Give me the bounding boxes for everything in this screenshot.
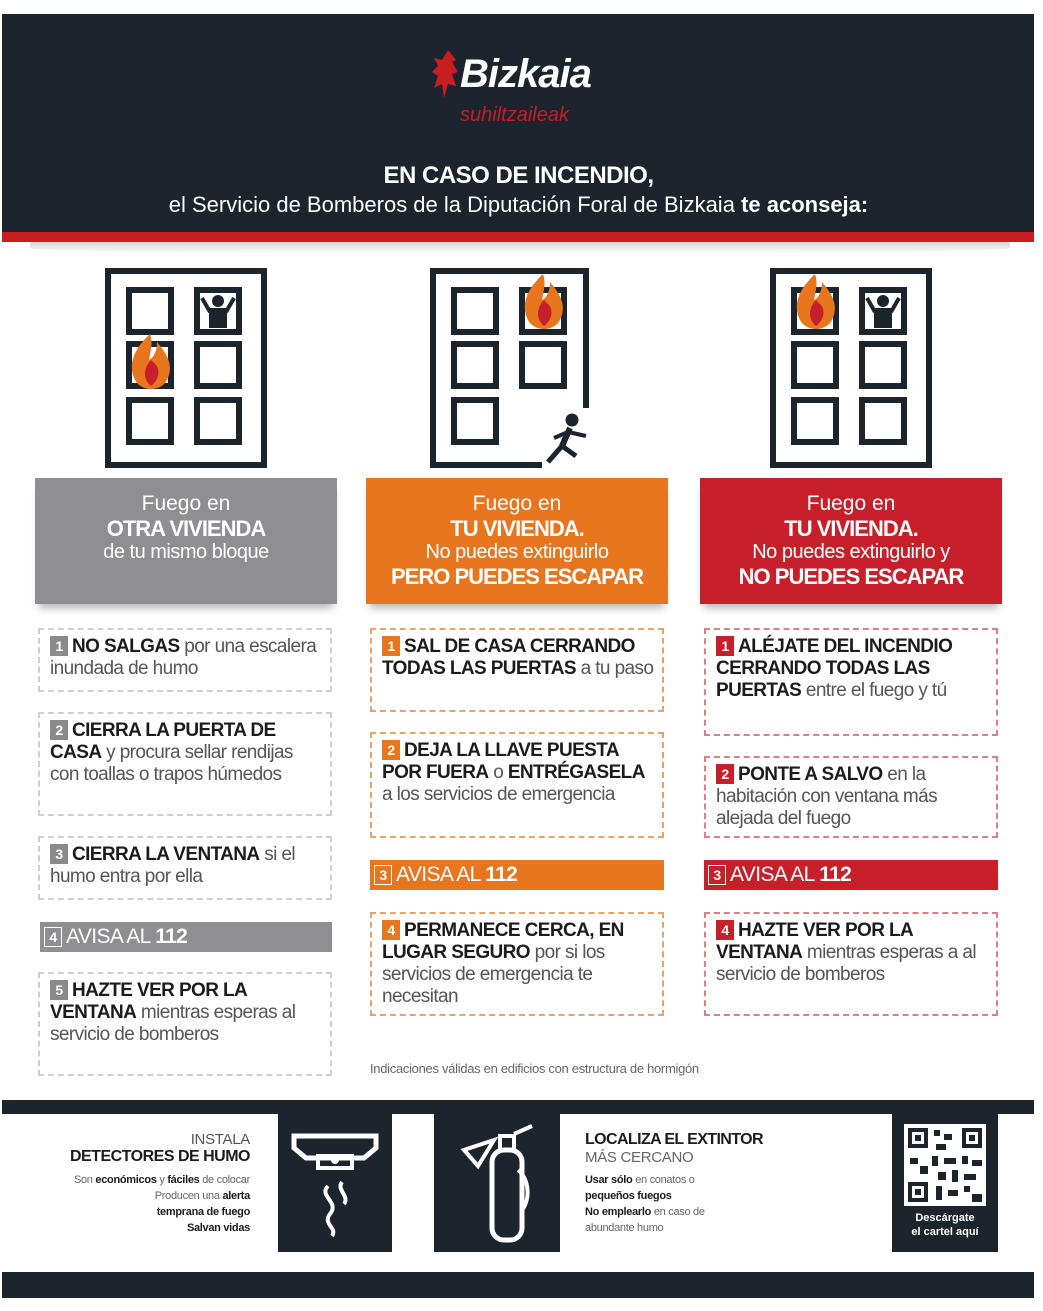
smoke-detector-icon-box (278, 1110, 392, 1252)
leaf-icon (430, 48, 460, 100)
fire-extinguisher-icon (434, 1110, 560, 1252)
logo-subtitle: suhiltzaileak (460, 104, 569, 126)
qr-caption: Descárgate el cartel aquí (911, 1212, 979, 1238)
step-card: 5 HAZTE VER POR LA VENTANA mientras esperas al servicio de bomberos (38, 972, 332, 1076)
validity-note: Indicaciones válidas en edificios con estructura de hormigón (370, 1061, 699, 1076)
call-112-bar: 4 AVISA AL 112 (40, 922, 332, 952)
extinguisher-icon-box (434, 1110, 560, 1252)
step-card: 1 ALÉJATE DEL INCENDIO CERRANDO TODAS LAS PUERTAS entre el fuego y tú (704, 628, 998, 736)
call-112-bar: 3 AVISA AL 112 (370, 860, 664, 890)
running-person-icon (548, 414, 586, 462)
step-card: 1 NO SALGAS por una escalera inundada de humo (38, 628, 332, 692)
banner-your-home-cannot-escape: Fuego en TU VIVIENDA. No puedes extinguirlo y NO PUEDES ESCAPAR (700, 478, 1002, 604)
step-card: 3 CIERRA LA VENTANA si el humo entra por ella (38, 836, 332, 900)
step-card: 2 PONTE A SALVO en la habitación con ventana más alejada del fuego (704, 756, 998, 838)
qr-code-icon (892, 1114, 998, 1214)
step-card: 4 HAZTE VER POR LA VENTANA mientras esperas a al servicio de bomberos (704, 912, 998, 1016)
building-illustration-your-home-escape (430, 268, 604, 468)
banner-other-home: Fuego en OTRA VIVIENDA de tu mismo bloque (35, 478, 337, 604)
building-illustration-other-home (105, 268, 267, 468)
person-icon (867, 295, 899, 328)
smoke-detector-text: INSTALA DETECTORES DE HUMO Son económicos y fáciles de colocar Producen una alerta temprana de fuego Salvan vidas (69, 1131, 250, 1234)
call-112-bar: 3 AVISA AL 112 (704, 860, 998, 890)
header-red-stripe (2, 232, 1034, 242)
fire-icon (797, 274, 835, 329)
footer-bottom-band (2, 1272, 1034, 1298)
extinguisher-text: LOCALIZA EL EXTINTOR MÁS CERCANO Usar sólo en conatos o pequeños fuegos No emplearlo en caso de abundante humo (585, 1131, 763, 1234)
page-subtitle: el Servicio de Bomberos de la Diputación Foral de Bizkaia te aconseja: (168, 192, 869, 217)
step-card: 4 PERMANECE CERCA, EN LUGAR SEGURO por si los servicios de emergencia te necesitan (370, 912, 664, 1016)
smoke-detector-icon (278, 1110, 392, 1252)
bizkaia-logo (430, 46, 630, 136)
header-shadow (30, 242, 1010, 254)
fire-icon (525, 274, 563, 329)
logo-name: Bizkaia (460, 52, 591, 96)
page-title: EN CASO DE INCENDIO, (383, 162, 654, 189)
step-card: 2 CIERRA LA PUERTA DE CASA y procura sellar rendijas con toallas o trapos húmedos (38, 712, 332, 816)
step-card: 2 DEJA LA LLAVE PUESTA POR FUERA o ENTRÉGASELA a los servicios de emergencia (370, 732, 664, 838)
step-card: 1 SAL DE CASA CERRANDO TODAS LAS PUERTAS a tu paso (370, 628, 664, 712)
building-illustration-your-home-trapped (770, 268, 932, 468)
banner-your-home-can-escape: Fuego en TU VIVIENDA. No puedes extinguirlo PERO PUEDES ESCAPAR (366, 478, 668, 604)
person-icon (202, 295, 234, 328)
